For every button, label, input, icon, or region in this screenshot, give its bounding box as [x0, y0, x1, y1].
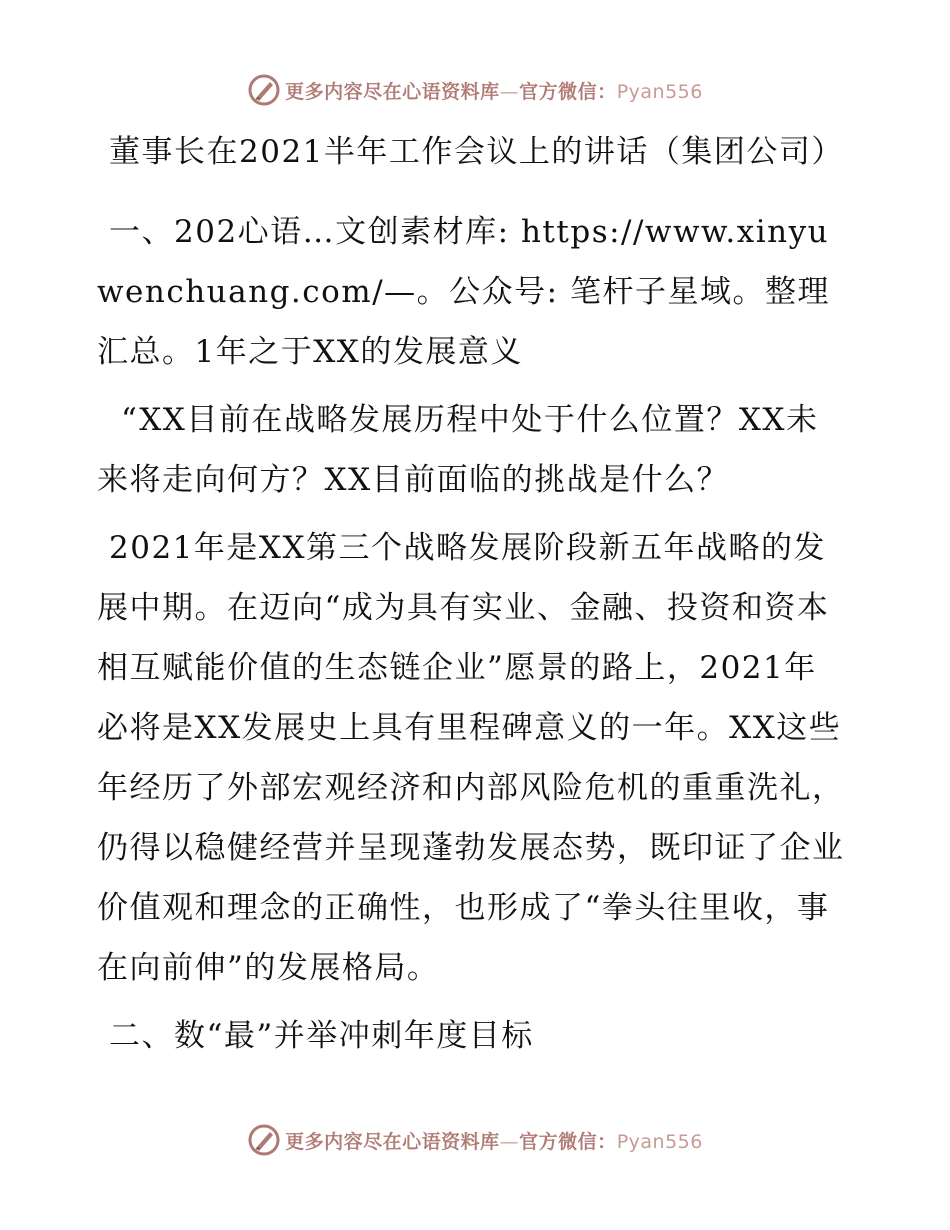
watermark-wechat-id: Pyan556: [616, 1130, 703, 1153]
watermark-separator: —: [499, 80, 520, 103]
quote-paragraph: “XX目前在战略发展历程中处于什么位置？XX未来将走向何方？XX目前面临的挑战是什么？: [97, 402, 819, 498]
section-1-heading: 一、202心语…文创素材库: https://www.xinyuwenchuang.com/—。公众号: 笔杆子星域。整理汇总。1年之于XX的发展意义: [97, 214, 830, 370]
pen-logo-icon: [247, 1123, 281, 1157]
watermark-main-text: 更多内容尽在心语资料库: [285, 1130, 500, 1153]
document-body: [97, 122, 847, 1074]
body-paragraph: 2021年是XX第三个战略发展阶段新五年战略的发展中期。在迈向“成为具有实业、金融、投资和资本相互赋能价值的生态链企业”愿景的路上，2021年必将是XX发展史上具有里程碑意义的一年。XX这些年经历了外部宏观经济和内部风险危机的重重洗礼，仍得以稳健经营并呈现蓬勃发展态势，既印证了企业价值观和理念的正确性，也形成了“拳头往里收，事在向前伸”的发展格局。: [97, 530, 845, 986]
watermark-separator: —: [499, 1130, 520, 1153]
document-title: 董事长在2021半年工作会议上的讲话（集团公司）: [109, 134, 844, 170]
pen-logo-icon: [247, 73, 281, 107]
watermark-main-text: 更多内容尽在心语资料库: [285, 80, 500, 103]
section-2-heading: 二、数“最”并举冲刺年度目标: [109, 1018, 534, 1054]
watermark-wechat-id: Pyan556: [616, 80, 703, 103]
header-watermark: [0, 70, 950, 110]
footer-watermark: [0, 1120, 950, 1160]
watermark-label: 官方微信：: [519, 1130, 617, 1153]
watermark-label: 官方微信：: [519, 80, 617, 103]
